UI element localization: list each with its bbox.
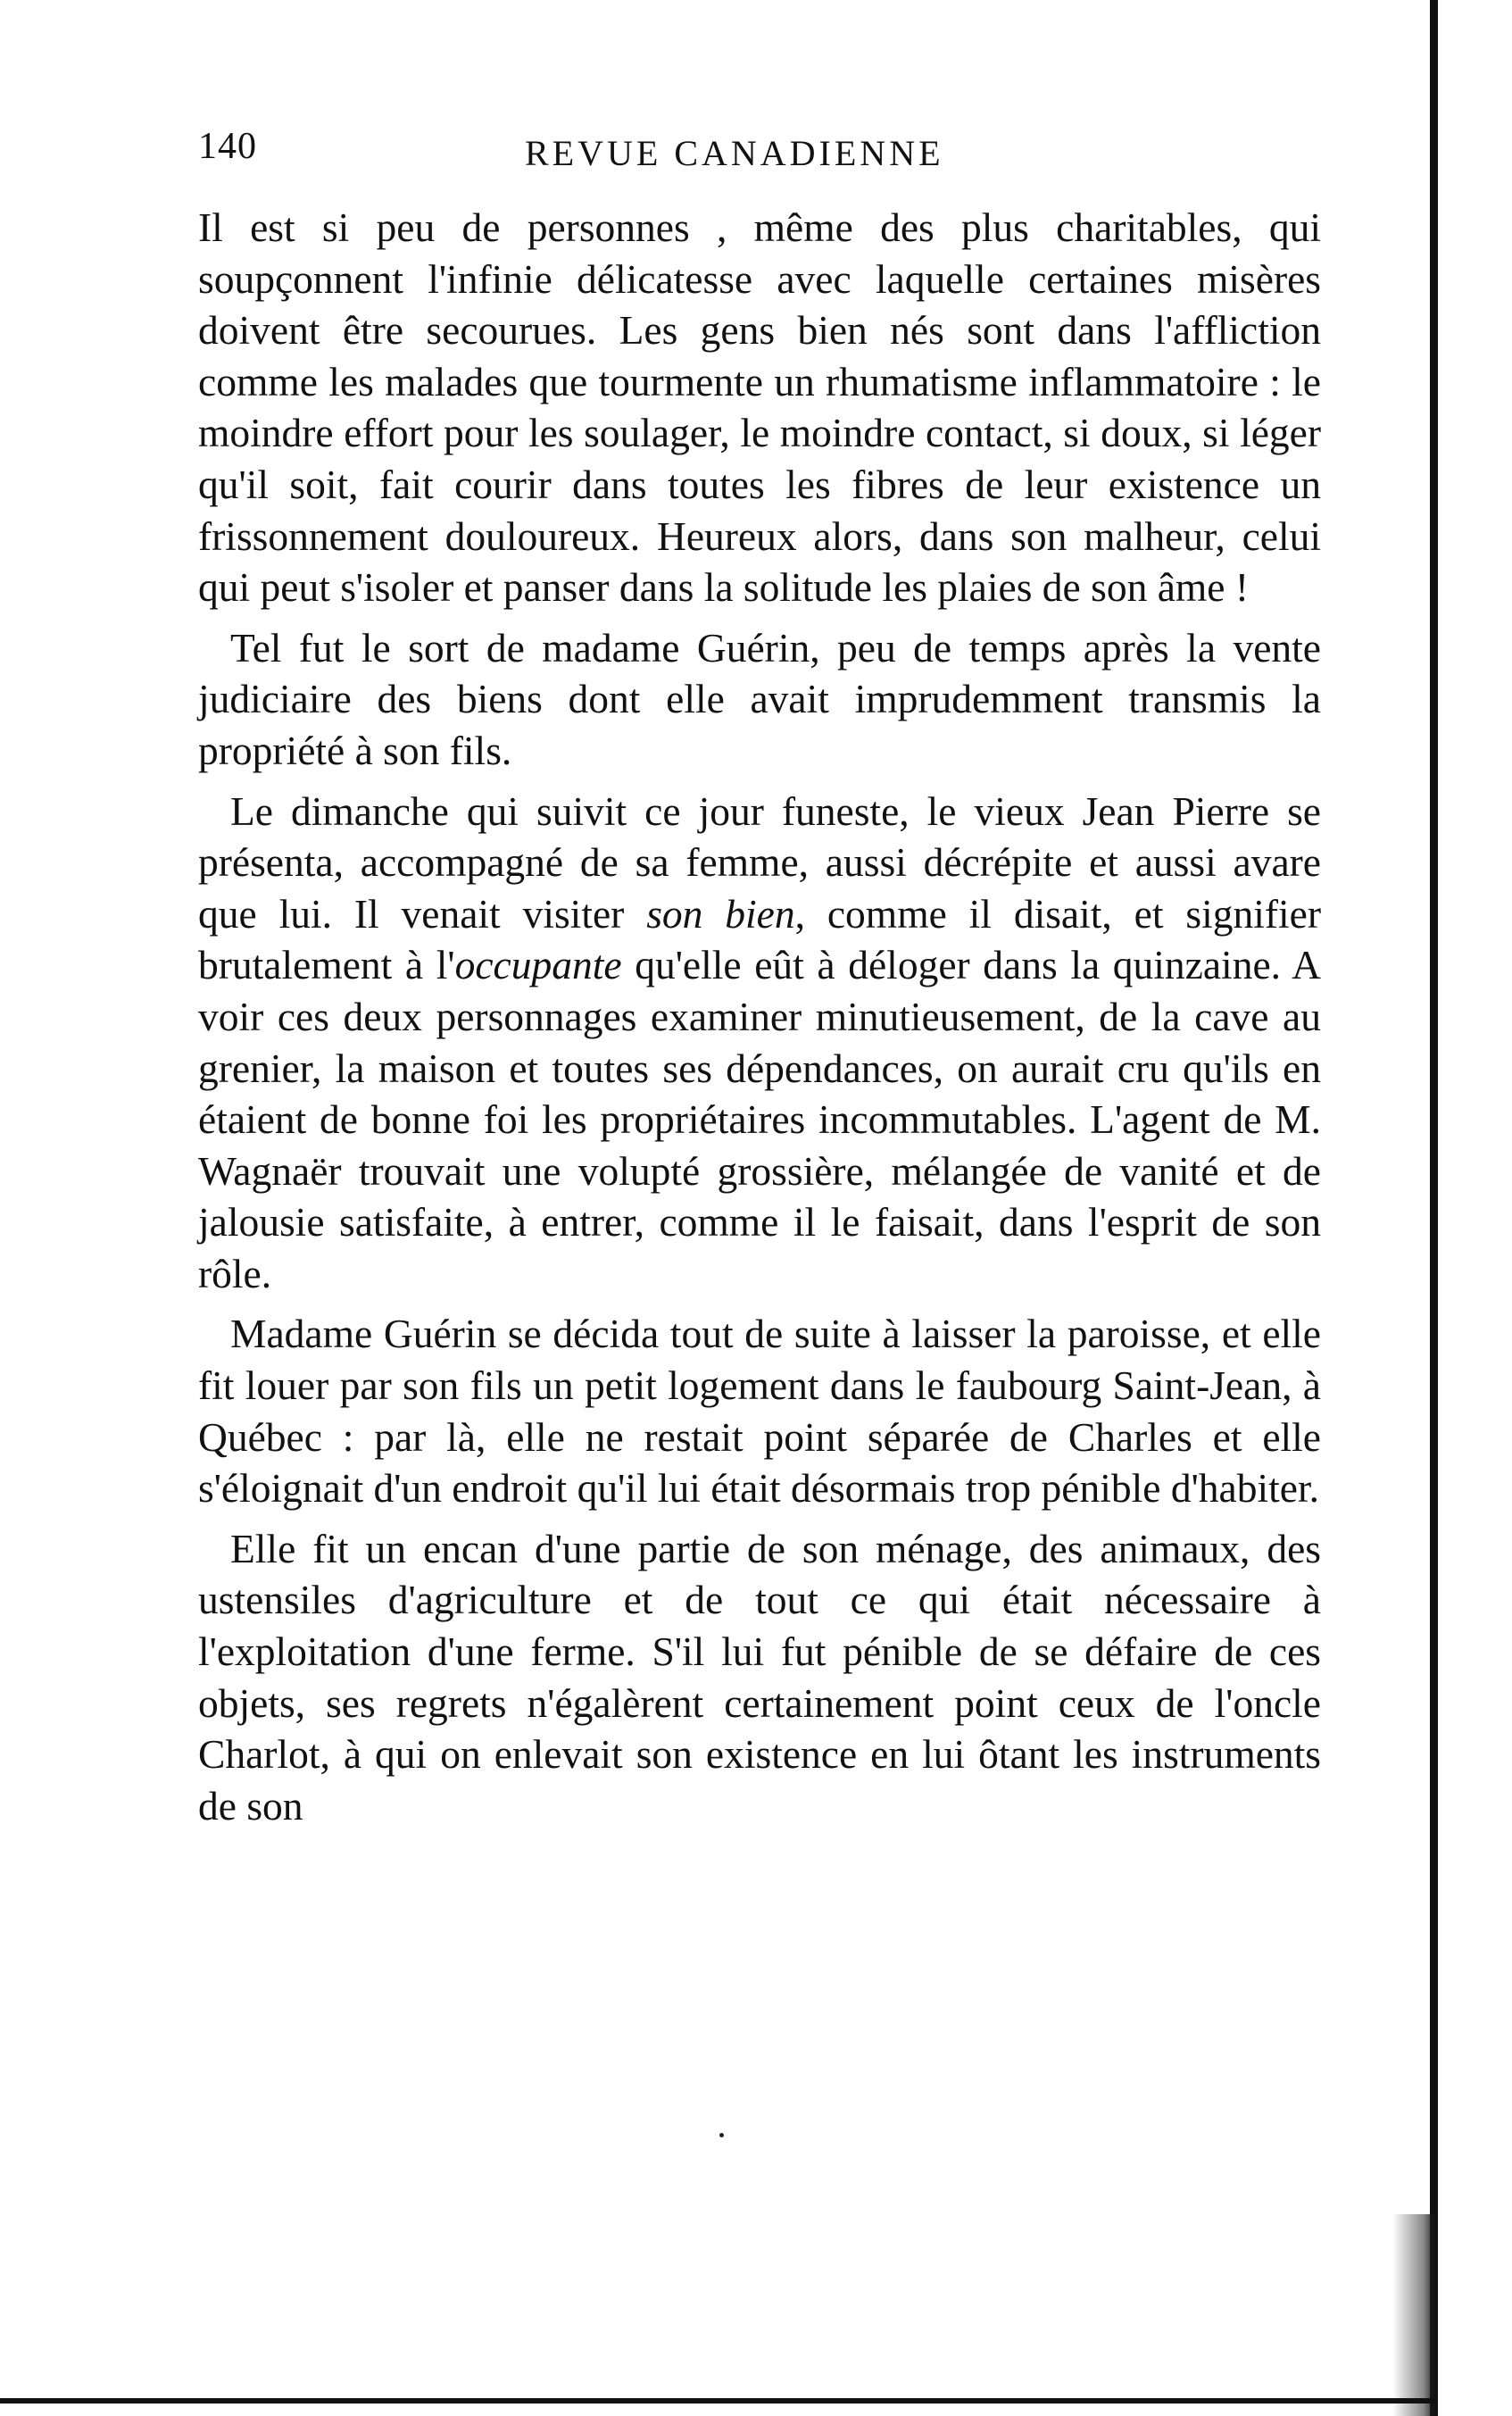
page-bottom-edge — [0, 2398, 1438, 2404]
paragraph-1: Il est si peu de personnes , même des plus charitables, qui soupçonnent l'infinie délicatesse avec laquelle certaines misères doivent être secourues. Les gens bien nés sont dans l'affliction comme les malades que tourmente un rhumatisme inflammatoire : le moindre effort pour les soulager, le moindre contact, si doux, si léger qu'il soit, fait courir dans toutes les fibres de leur existence un frissonnement douloureux. Heureux alors, dans son malheur, celui qui peut s'isoler et panser dans la solitude les plaies de son âme ! — [198, 204, 1321, 611]
journal-title: REVUE CANADIENNE — [525, 133, 944, 173]
italic-son-bien: son bien — [646, 890, 795, 937]
running-head — [198, 125, 1314, 187]
paragraph-3-part-1: Le dimanche qui suivit ce jour funeste, le vieux Jean Pierre se présenta, accompagné de sa femme, aussi décrépite et aussi avare que lui. Il venait visiter — [198, 787, 1321, 937]
paragraph-4: Madame Guérin se décida tout de suite à laisser la paroisse, et elle fit louer par son fils un petit logement dans le faubourg Saint-Jean, à Québec : par là, elle ne restait point séparée de Charles et elle s'éloignait d'un endroit qu'il lui était désormais trop pénible d'habiter. — [198, 1311, 1321, 1512]
paragraph-2: Tel fut le sort de madame Guérin, peu de temps après la vente judiciaire des biens dont elle avait imprudemment transmis la propriété à son fils. — [198, 624, 1321, 773]
page-edge-shadow — [1430, 0, 1438, 2416]
scan-smudge — [1392, 2214, 1437, 2416]
italic-occupante: occupante — [454, 942, 622, 988]
body-text — [198, 202, 1321, 1831]
paragraph-3 — [198, 786, 1321, 1300]
paragraph-5: Elle fit un encan d'une partie de son ménage, des animaux, des ustensiles d'agriculture et de tout ce qui était nécessaire à l'exploitation d'une ferme. S'il lui fut pénible de se défaire de ces objets, ses regrets n'égalèrent certainement point ceux de l'oncle Charlot, à qui on enlevait son existence en lui ôtant les instruments de son — [198, 1525, 1321, 1829]
paragraph-3-part-3: qu'elle eût à déloger dans la quinzaine. A voir ces deux personnages examiner minutieusement, de la cave au grenier, la maison et toutes ses dépendances, on aurait cru qu'ils en étaient de bonne foi les propriétaires incommutables. L'agent de M. Wagnaër trouvait une volupté grossière, mélangée de vanité et de jalousie satisfaite, à entrer, comme il le faisait, dans l'esprit de son rôle. — [198, 942, 1321, 1296]
paragraph-3-part-2: , comme il disait, et signifier brutalement à l' — [198, 890, 1321, 988]
page-number: 140 — [198, 126, 257, 167]
ink-speck — [719, 2133, 724, 2137]
